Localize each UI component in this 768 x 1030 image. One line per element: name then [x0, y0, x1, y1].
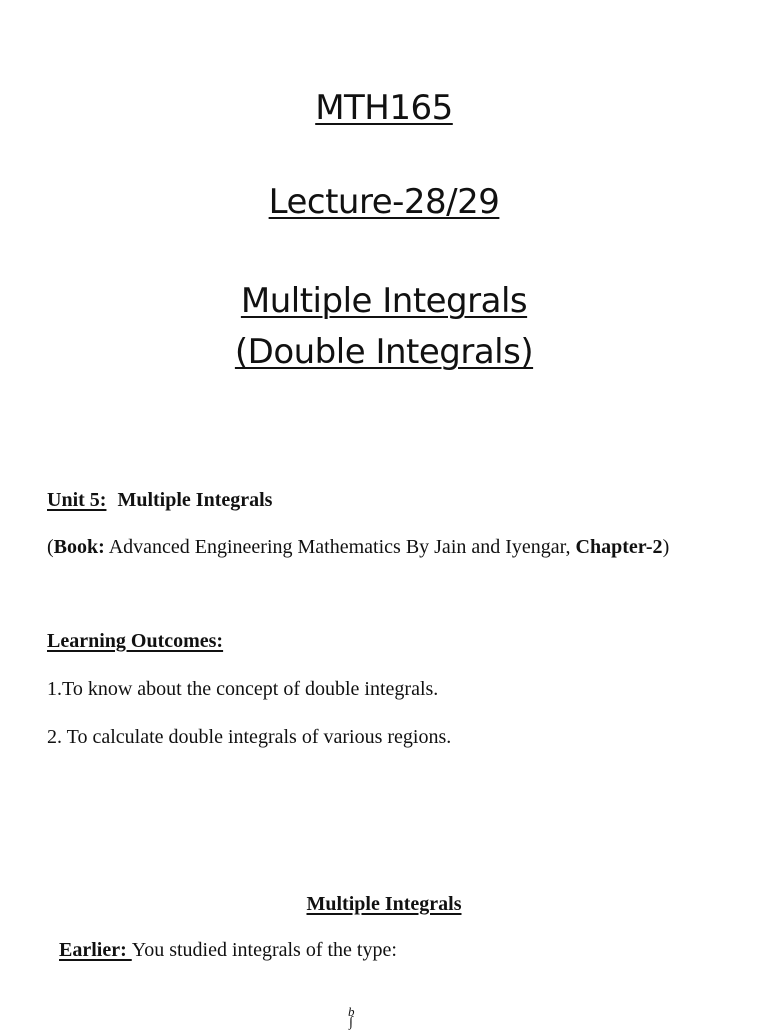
book-reference: [47, 536, 669, 559]
book-text: Advanced Engineering Mathematics By Jain and Iyengar,: [104, 536, 576, 558]
learning-outcomes-heading: Learning Outcomes:: [47, 630, 224, 652]
book-close-paren: ): [662, 536, 670, 558]
book-label: Book:: [53, 536, 105, 558]
integral-upper-limit: b: [348, 1004, 355, 1019]
unit-label: Unit 5:: [47, 489, 107, 511]
earlier-line: [59, 939, 397, 962]
earlier-text: You studied integrals of the type:: [131, 939, 397, 961]
section-heading: Multiple Integrals: [306, 893, 462, 915]
lecture-title: Lecture-28/29: [268, 182, 500, 222]
unit-title: Multiple Integrals: [117, 489, 273, 511]
learning-outcome-item: 1.To know about the concept of double integrals.: [47, 678, 439, 700]
integral-sign-icon: ∫: [349, 1015, 353, 1030]
unit-line: [47, 489, 272, 512]
course-code-title: MTH165: [315, 88, 453, 128]
topic-title-line1: Multiple Integrals: [240, 281, 528, 321]
earlier-label: Earlier:: [59, 939, 132, 961]
topic-title-line2: (Double Integrals): [234, 332, 534, 372]
book-chapter: Chapter-2: [575, 536, 663, 558]
book-open-paren: (: [47, 536, 54, 558]
learning-outcome-item: 2. To calculate double integrals of various regions.: [47, 726, 452, 748]
